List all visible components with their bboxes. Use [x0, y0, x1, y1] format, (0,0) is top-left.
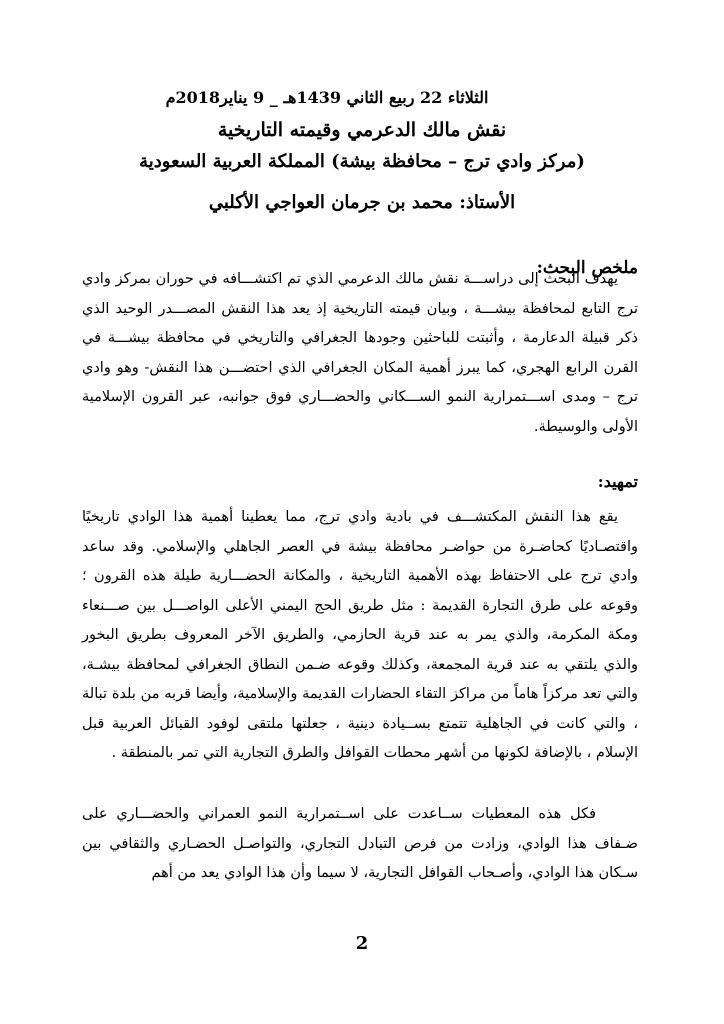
third-paragraph: فكل هذه المعطيات ســاعدت على اســتمرارية النمو العمراني والحضـــاري على ضـفاف هذا الوادي، وزادت من فرص التبادل التجاري، والتواصـل الحضـاري والثقافي بين سـكان هذا الوادي، وأصـحاب القوافل التجارية، لا سيما وأن هذا الوادي يعد من أهم [82, 806, 638, 881]
intro-heading: تمهيد: [597, 472, 638, 491]
intro-paragraph: يقع هذا النقش المكتشـــف في بادية وادي ترج، مما يعطينا أهمية هذا الوادي تاريخيًا واقتصـاديًا كحاضـرة من حواضـر محافظة بيشة في العصر الجاهلي والإسلامي. وقد ساعد وادي ترج على الاحتفاظ بهذه الأهمية التاريخية ، والمكانة الحضـــارية طيلة هذه القرون ؛ وقوعه على طرق التجارة القديمة : مثل طريق الحج اليمني الأعلى الواصـــل بين صـــنعاء ومكة المكرمة، والذي يمر به عند قرية الحازمي، والطريق الآخر المعروف بطريق البخور والذي يلتقي به عند قرية المجمعة، وكذلك وقوعه ضـمن النطاق الجغرافي لمحافظة بيشـة، والتي تعد مركزاً هاماً من مراكز التقاء الحضارات القديمة والإسلامية، وأيضا قربه من بلدة تبالة ، والتي كانت في الجاهلية تتمتع بســيادة دينية ، جعلتها ملتقى لوفود القبائل العربية قبل الإسلام ، بالإضافة لكونها من أشهر محطات القوافل والطرق التجارية التي تمر بالمنطقة . [82, 509, 638, 761]
author-line: الأستاذ: محمد بن جرمان العواجي الأكلبي [208, 192, 516, 213]
article-title: نقش مالك الدعرمي وقيمته التاريخية [217, 119, 507, 141]
abstract-heading: ملخص البحث: [536, 258, 638, 278]
abstract-paragraph: يهدف البحث إلى دراســـة نقش مالك الدعرمي الذي تم اكتشـــافه في حوران بمركز وادي ترج التابع لمحافظة بيشـــة ، وبيان قيمته التاريخية إذ يعد هذا النقش المصـــدر الوحيد الذي ذكر قبيلة الدعارمة ، وأثبتت للباحثين وجودها الجغرافي والتاريخي في محافظة بيشـــة في القرن الرابع الهجري، كما يبرز أهمية المكان الجغرافي الذي احتضـــن هذا النقش- وهو وادي ترج – ومدى اســـتمرارية النمو الســـكاني والحضـــاري فوق جوانبه، عبر القرون الإسلامية الأولى والوسيطة. [82, 271, 638, 435]
article-subtitle: (مركز وادي ترج – محافظة بيشة) المملكة العربية السعودية [139, 151, 585, 172]
page-number: 2 [355, 933, 369, 954]
date-line: الثلاثاء 22 ربيع الثاني 1439هـ _ 9 يناير2018م [165, 88, 489, 107]
